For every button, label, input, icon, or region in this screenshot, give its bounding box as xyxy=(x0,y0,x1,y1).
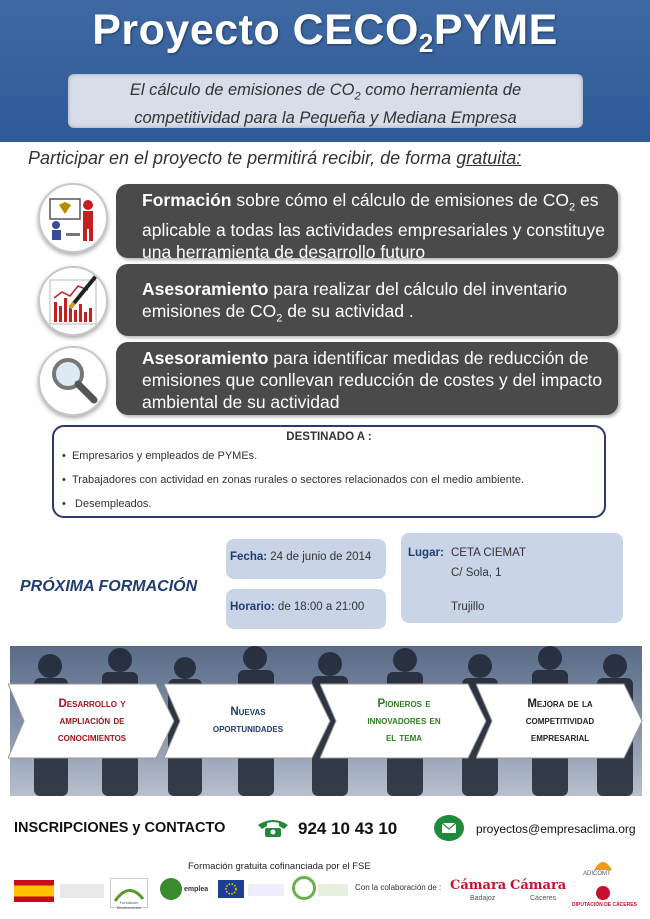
chevron-mejora: Mejora de la competitividad empresarial xyxy=(476,682,644,760)
page-title: Proyecto $CECO_2PYME$ xyxy=(92,6,558,58)
fse-logo xyxy=(248,884,284,896)
target-audience-title: DESTINADO A : xyxy=(286,431,372,443)
list-item: • Desempleados. xyxy=(62,498,152,510)
empresa-clima-logo xyxy=(292,876,316,900)
contact-email[interactable]: proyectos@empresaclima.org xyxy=(476,822,636,836)
location-box: Lugar: CETA CIEMAT C/ Sola, 1 Trujillo xyxy=(401,533,623,623)
schedule-box: Horario: de 18:00 a 21:00 xyxy=(226,589,386,629)
adicomt-text: ADICOMT xyxy=(583,871,611,877)
diputacion-logo xyxy=(596,886,610,900)
phone-icon xyxy=(256,817,290,839)
cofinancing-note: Formación gratuita cofinanciada por el FSE xyxy=(188,861,371,872)
intro-text: Participar en el proyecto te permitirá recibir, de forma gratuita: xyxy=(28,148,522,168)
next-training-heading: PRÓXIMA FORMACIÓN xyxy=(20,578,198,595)
envelope-icon xyxy=(434,815,464,841)
diputacion-text: DIPUTACIÓN DE CÁCERES xyxy=(572,902,637,908)
benefit-asesoramiento-inventario: Asesoramiento para realizar del cálculo del inventario emisiones de $CO_2$ de su actividad . xyxy=(116,264,618,336)
fundacion-logo: Fundación Biodiversidad xyxy=(110,878,148,908)
camara-badajoz-logo: Cámara xyxy=(450,878,507,893)
emplea-logo xyxy=(160,878,182,900)
list-item: • Empresarios y empleados de PYMEs. xyxy=(62,450,258,462)
chevron-desarrollo: Desarrollo y ampliación de conocimientos xyxy=(8,682,176,760)
camara-caceres-logo: Cámara xyxy=(510,878,567,893)
phone-number[interactable]: 924 10 43 10 xyxy=(298,819,398,838)
camara-caceres-sub: Cáceres xyxy=(530,895,557,902)
collaboration-label: Con la colaboración de : xyxy=(355,883,442,892)
ministry-logo xyxy=(60,884,104,898)
magnifier-icon xyxy=(38,346,108,416)
chevron-pioneros: Pioneros e innovadores en el tema xyxy=(320,682,488,760)
spain-flag-logo xyxy=(14,880,54,902)
registration-label: INSCRIPCIONES y CONTACTO xyxy=(14,820,226,836)
adicomt-logo xyxy=(592,858,614,872)
empresa-clima-text-logo xyxy=(318,884,348,896)
chevron-nuevas: Nuevas oportunidades xyxy=(164,682,332,760)
emplea-logo-text: emplea xyxy=(184,886,209,893)
subtitle: El cálculo de emisiones de $CO_2$ como herramienta de competitividad para la Pequeña y Mediana Empresa xyxy=(129,81,522,128)
camara-badajoz-sub: Badajoz xyxy=(470,895,496,902)
benefit-asesoramiento-reduccion: Asesoramiento para identificar medidas de reducción de emisiones que conllevan reducción de costes y del impacto ambiental de su actividad xyxy=(116,342,618,415)
training-icon xyxy=(38,183,108,253)
benefit-formacion: Formación sobre cómo el cálculo de emisiones de $CO_2$ es aplicable a todas las actividades empresariales y constituye una herramienta de desarrollo futuro xyxy=(116,184,618,258)
chart-pen-icon xyxy=(38,266,108,336)
date-box: Fecha: 24 de junio de 2014 xyxy=(226,539,386,579)
eu-flag-logo xyxy=(218,880,244,898)
list-item: • Trabajadores con actividad en zonas rurales o sectores relacionados con el medio ambiente. xyxy=(62,474,525,486)
